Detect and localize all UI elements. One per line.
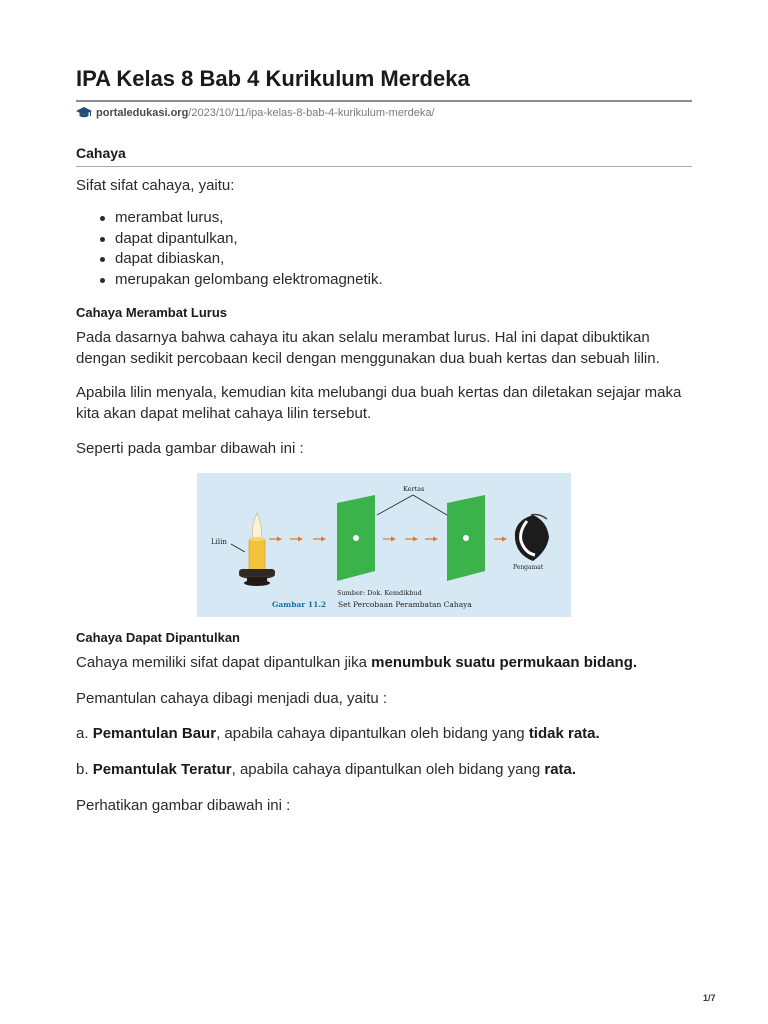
source-path: /2023/10/11/ipa-kelas-8-bab-4-kurikulum-merdeka/: [188, 107, 435, 119]
section-heading-cahaya: Cahaya: [76, 145, 126, 161]
paper-sheet-2: [447, 495, 485, 581]
bold-text: Pemantulak Teratur: [92, 761, 232, 778]
list-item: merambat lurus,: [100, 208, 383, 229]
kertas-pointer-lines: [377, 495, 447, 515]
paragraph-merambat-1: Pada dasarnya bahwa cahaya itu akan selalu merambat lurus. Hal ini dapat dibuktikan dengan sedikit percobaan kecil dengan menggunakan dua buah kertas dan sebuah lilin.: [76, 329, 660, 367]
eye-illustration: [515, 515, 549, 562]
figure-caption-text: Set Percobaan Perambatan Cahaya: [338, 600, 472, 609]
paragraph-pemantulan-teratur: [76, 759, 692, 780]
label-pengamat: Pengamat: [513, 564, 544, 571]
text-span: b.: [76, 761, 93, 778]
lilin-pointer-line: [231, 544, 245, 552]
paragraph-dipantulkan-1: [76, 652, 692, 673]
bold-text: Pemantulan Baur: [92, 725, 217, 742]
paragraph-dipantulkan-2: Pemantulan cahaya dibagi menjadi dua, yaitu :: [76, 690, 388, 707]
paragraph-merambat-3: Seperti pada gambar dibawah ini :: [76, 440, 304, 457]
paragraph-pemantulan-baur: [76, 723, 692, 744]
source-domain: portaledukasi.org: [96, 107, 189, 119]
graduation-cap-icon: [76, 107, 92, 119]
source-url[interactable]: [76, 107, 435, 119]
bold-text: menumbuk suatu permukaan bidang.: [371, 654, 638, 671]
text-span: , apabila cahaya dipantulkan oleh bidang yang: [231, 761, 545, 778]
experiment-diagram: [197, 473, 571, 617]
section-divider: [76, 166, 692, 167]
label-kertas: Kertas: [403, 485, 425, 493]
properties-list: [100, 208, 383, 290]
text-span: Cahaya memiliki sifat dapat dipantulkan jika: [76, 654, 372, 671]
list-item: merupakan gelombang elektromagnetik.: [100, 270, 383, 291]
text-span: a.: [76, 725, 93, 742]
page-title: IPA Kelas 8 Bab 4 Kurikulum Merdeka: [76, 66, 470, 91]
candle-illustration: [239, 513, 275, 586]
title-divider: [76, 100, 692, 102]
figure-light-propagation: [197, 473, 571, 617]
figure-caption-number: Gambar 11.2: [272, 600, 327, 609]
figure-source: Sumber: Dok. Kemdikbud: [337, 589, 422, 597]
intro-paragraph: Sifat sifat cahaya, yaitu:: [76, 177, 235, 194]
text-span: , apabila cahaya dipantulkan oleh bidang yang: [216, 725, 529, 742]
subheading-merambat-lurus: Cahaya Merambat Lurus: [76, 305, 227, 320]
list-item: dapat dipantulkan,: [100, 229, 383, 250]
paper-sheet-1: [337, 495, 375, 581]
bold-text: tidak rata.: [528, 725, 600, 742]
label-lilin: Lilin: [211, 538, 227, 546]
bold-text: rata.: [544, 761, 577, 778]
page-number: 1/7: [703, 993, 716, 1003]
paragraph-perhatikan: Perhatikan gambar dibawah ini :: [76, 797, 291, 814]
subheading-dipantulkan: Cahaya Dapat Dipantulkan: [76, 630, 240, 645]
paragraph-merambat-2: Apabila lilin menyala, kemudian kita melubangi dua buah kertas dan diletakan sejajar maka kita akan dapat melihat cahaya lilin tersebut.: [76, 384, 682, 422]
list-item: dapat dibiaskan,: [100, 249, 383, 270]
